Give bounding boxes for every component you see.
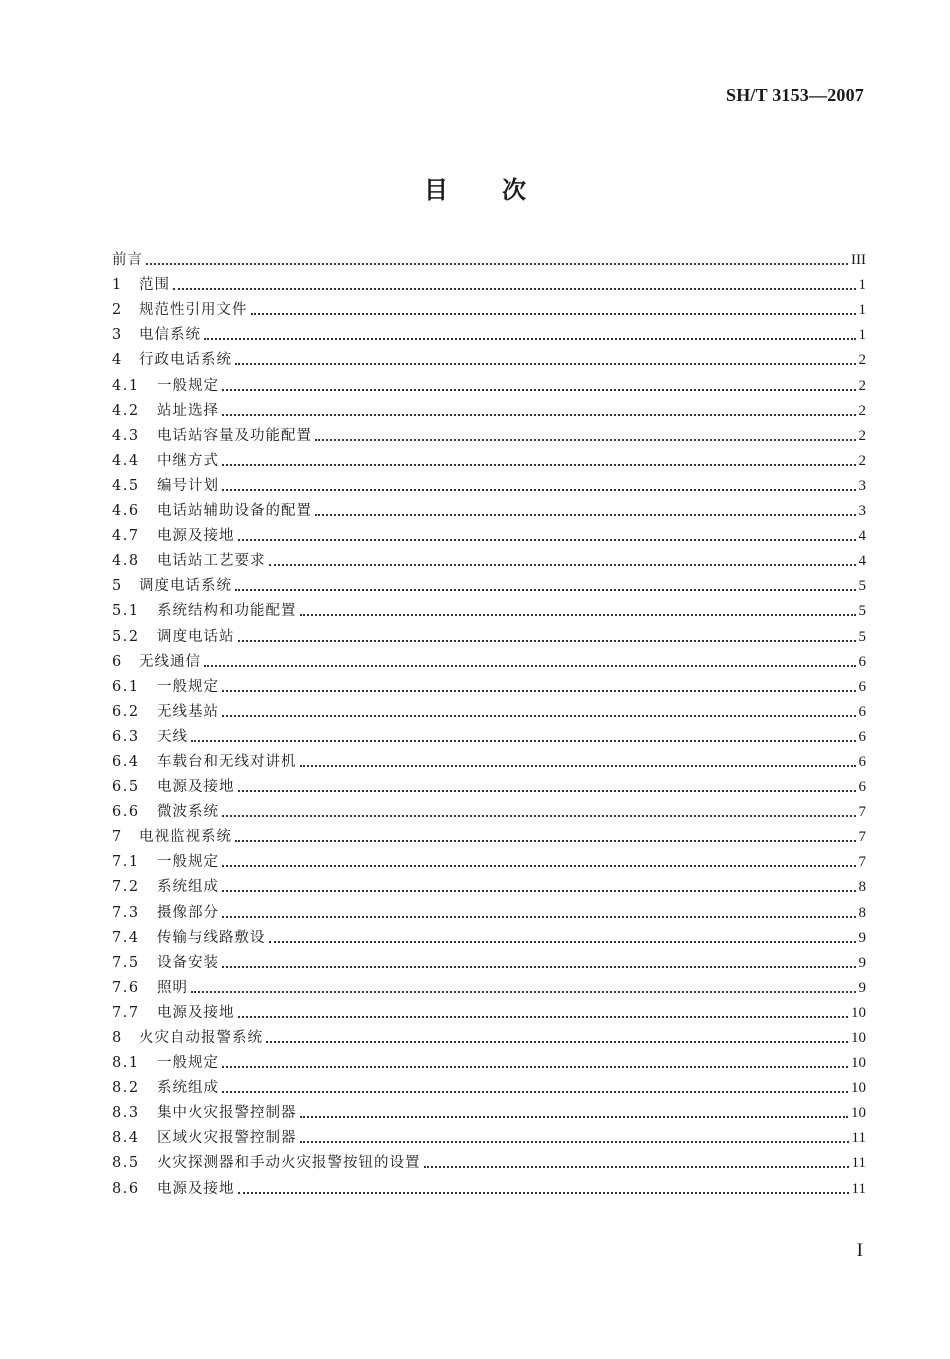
toc-entry-number: 4.1 xyxy=(112,377,140,394)
toc-entry-number: 4.5 xyxy=(112,477,140,494)
toc-entry-title: 集中火灾报警控制器 xyxy=(157,1105,297,1122)
toc-entry-number: 7.7 xyxy=(112,1004,140,1021)
toc-entry-number: 6.4 xyxy=(112,753,140,770)
toc-entry xyxy=(112,872,866,897)
toc-entry-title: 电话站工艺要求 xyxy=(157,553,266,570)
toc-entry-page: 7 xyxy=(858,829,866,846)
toc-entry-title: 前言 xyxy=(112,252,143,269)
toc-entry xyxy=(112,722,866,747)
toc-dot-leader xyxy=(222,916,856,918)
toc-entry xyxy=(112,697,866,722)
toc-entry-title: 调度电话系统 xyxy=(139,578,232,595)
toc-dot-leader xyxy=(222,1091,848,1093)
toc-entry xyxy=(112,1073,866,1098)
toc-entry-number: 4.7 xyxy=(112,528,140,545)
toc-entry xyxy=(112,596,866,621)
toc-dot-leader xyxy=(222,464,856,466)
toc-entry-number: 5.2 xyxy=(112,628,140,645)
toc-dot-leader xyxy=(424,1166,849,1168)
toc-entry-number: 8 xyxy=(112,1030,122,1046)
toc-dot-leader xyxy=(300,1116,849,1118)
toc-entry xyxy=(112,446,866,471)
toc-entry xyxy=(112,897,866,922)
toc-entry-page: 6 xyxy=(858,728,866,745)
toc-entry-number: 4.4 xyxy=(112,452,140,469)
toc-entry xyxy=(112,370,866,395)
toc-entry-title: 规范性引用文件 xyxy=(139,302,248,319)
toc-entry-page: 10 xyxy=(851,1030,866,1046)
toc-entry-page: 10 xyxy=(851,1055,866,1072)
toc-entry-title: 电源及接地 xyxy=(157,779,235,796)
toc-dot-leader xyxy=(222,389,856,391)
toc-entry-title: 无线基站 xyxy=(157,703,219,720)
toc-entry xyxy=(112,647,866,672)
toc-entry-number: 7.2 xyxy=(112,879,140,896)
toc-entry-title: 火灾自动报警系统 xyxy=(139,1030,263,1046)
toc-entry xyxy=(112,973,866,998)
toc-dot-leader xyxy=(238,539,856,541)
toc-dot-leader xyxy=(222,890,856,892)
toc-entry-number: 8.6 xyxy=(112,1180,140,1197)
toc-entry-page: 7 xyxy=(858,854,866,871)
table-of-contents xyxy=(112,245,866,1199)
page-number: I xyxy=(856,1240,863,1261)
toc-entry-page: 2 xyxy=(858,352,866,369)
toc-entry xyxy=(112,1048,866,1073)
toc-dot-leader xyxy=(222,715,856,717)
toc-entry-number: 4.8 xyxy=(112,553,140,570)
toc-dot-leader xyxy=(238,640,856,642)
toc-entry-number: 4.3 xyxy=(112,427,140,444)
toc-entry xyxy=(112,948,866,973)
toc-entry-number: 4.2 xyxy=(112,402,140,419)
toc-entry-title: 一般规定 xyxy=(157,854,219,871)
toc-dot-leader xyxy=(300,1141,849,1143)
toc-dot-leader xyxy=(146,263,848,265)
toc-entry-page: 6 xyxy=(858,653,866,670)
toc-entry xyxy=(112,923,866,948)
toc-entry-page: 2 xyxy=(858,402,866,419)
toc-entry-title: 系统结构和功能配置 xyxy=(157,603,297,620)
toc-dot-leader xyxy=(238,790,856,792)
toc-dot-leader xyxy=(222,815,856,817)
toc-entry xyxy=(112,471,866,496)
toc-dot-leader xyxy=(222,690,856,692)
toc-dot-leader xyxy=(235,840,856,842)
toc-entry-number: 2 xyxy=(112,302,122,319)
toc-entry-page: 3 xyxy=(858,477,866,494)
toc-entry-title: 中继方式 xyxy=(157,452,219,469)
toc-entry-page: 8 xyxy=(858,904,866,921)
toc-entry-number: 7.1 xyxy=(112,854,140,871)
toc-entry-page: 11 xyxy=(851,1130,866,1147)
toc-dot-leader xyxy=(222,489,856,491)
toc-entry-number: 7.4 xyxy=(112,929,140,946)
toc-entry-title: 一般规定 xyxy=(157,1055,219,1072)
toc-entry-title: 微波系统 xyxy=(157,804,219,821)
toc-entry-page: 6 xyxy=(858,779,866,796)
toc-entry-title: 火灾探测器和手动火灾报警按钮的设置 xyxy=(157,1155,421,1172)
toc-entry-number: 1 xyxy=(112,277,122,294)
toc-entry-page: 9 xyxy=(858,929,866,946)
toc-entry-number: 8.5 xyxy=(112,1155,140,1172)
toc-dot-leader xyxy=(191,740,856,742)
toc-entry-title: 站址选择 xyxy=(157,402,219,419)
toc-entry xyxy=(112,546,866,571)
toc-entry-title: 电话站容量及功能配置 xyxy=(157,427,312,444)
toc-entry xyxy=(112,998,866,1023)
toc-entry-number: 3 xyxy=(112,327,122,344)
toc-entry-page: 6 xyxy=(858,678,866,695)
toc-dot-leader xyxy=(204,665,856,667)
toc-entry-page: 9 xyxy=(858,954,866,971)
toc-entry-number: 4.6 xyxy=(112,503,140,520)
toc-entry-number: 7 xyxy=(112,829,122,846)
toc-dot-leader xyxy=(315,439,856,441)
toc-entry-number: 6 xyxy=(112,653,122,670)
toc-entry-title: 摄像部分 xyxy=(157,904,219,921)
toc-entry-page: 3 xyxy=(858,503,866,520)
toc-dot-leader xyxy=(191,991,856,993)
toc-entry-title: 设备安装 xyxy=(157,954,219,971)
toc-entry-title: 电源及接地 xyxy=(157,528,235,545)
toc-entry-title: 区域火灾报警控制器 xyxy=(157,1130,297,1147)
toc-entry-number: 7.3 xyxy=(112,904,140,921)
toc-entry xyxy=(112,421,866,446)
toc-entry-page: 7 xyxy=(858,804,866,821)
toc-entry xyxy=(112,1173,866,1198)
toc-entry-number: 5 xyxy=(112,578,122,595)
toc-entry-title: 调度电话站 xyxy=(157,628,235,645)
toc-entry-number: 7.6 xyxy=(112,979,140,996)
toc-entry-number: 6.1 xyxy=(112,678,140,695)
toc-entry-title: 无线通信 xyxy=(139,653,201,670)
toc-entry-number: 6.2 xyxy=(112,703,140,720)
toc-entry-number: 6.6 xyxy=(112,804,140,821)
toc-entry-title: 系统组成 xyxy=(157,1080,219,1097)
toc-entry-title: 车载台和无线对讲机 xyxy=(157,753,297,770)
toc-dot-leader xyxy=(315,514,856,516)
toc-dot-leader xyxy=(222,414,856,416)
toc-entry-title: 电视监视系统 xyxy=(139,829,232,846)
toc-entry-number: 8.4 xyxy=(112,1130,140,1147)
toc-entry-page: 8 xyxy=(858,879,866,896)
toc-entry xyxy=(112,295,866,320)
toc-entry-title: 系统组成 xyxy=(157,879,219,896)
toc-dot-leader xyxy=(173,288,856,290)
toc-dot-leader xyxy=(235,363,856,365)
toc-entry-title: 范围 xyxy=(139,277,170,294)
toc-entry-number: 8.1 xyxy=(112,1055,140,1072)
toc-entry-number: 7.5 xyxy=(112,954,140,971)
toc-dot-leader xyxy=(238,1016,849,1018)
toc-entry-title: 一般规定 xyxy=(157,678,219,695)
toc-entry-page: 2 xyxy=(858,427,866,444)
toc-dot-leader xyxy=(222,1066,848,1068)
toc-entry-title: 照明 xyxy=(157,979,188,996)
toc-entry xyxy=(112,1148,866,1173)
toc-entry-page: 9 xyxy=(858,979,866,996)
toc-entry xyxy=(112,245,866,270)
toc-entry-page: 11 xyxy=(851,1180,866,1197)
toc-dot-leader xyxy=(269,941,856,943)
toc-entry xyxy=(112,1023,866,1048)
toc-entry-title: 电源及接地 xyxy=(157,1004,235,1021)
toc-dot-leader xyxy=(222,865,856,867)
toc-entry-title: 电话站辅助设备的配置 xyxy=(157,503,312,520)
toc-dot-leader xyxy=(300,614,856,616)
toc-entry-title: 一般规定 xyxy=(157,377,219,394)
toc-entry-page: 1 xyxy=(858,277,866,294)
toc-entry-page: 10 xyxy=(851,1004,866,1021)
toc-entry-page: 6 xyxy=(858,703,866,720)
toc-entry-number: 5.1 xyxy=(112,603,140,620)
toc-entry xyxy=(112,571,866,596)
toc-entry-page: 10 xyxy=(851,1080,866,1097)
toc-dot-leader xyxy=(238,1192,849,1194)
toc-entry xyxy=(112,747,866,772)
toc-entry xyxy=(112,320,866,345)
toc-entry-page: 2 xyxy=(858,452,866,469)
toc-entry xyxy=(112,621,866,646)
toc-entry xyxy=(112,345,866,370)
toc-entry-page: 4 xyxy=(858,528,866,545)
toc-dot-leader xyxy=(266,1041,848,1043)
toc-entry xyxy=(112,1098,866,1123)
toc-entry xyxy=(112,672,866,697)
toc-entry-title: 电信系统 xyxy=(139,327,201,344)
toc-entry-number: 6.5 xyxy=(112,779,140,796)
toc-entry xyxy=(112,270,866,295)
toc-entry-page: III xyxy=(851,252,866,269)
toc-entry-number: 6.3 xyxy=(112,728,140,745)
toc-entry xyxy=(112,496,866,521)
toc-entry xyxy=(112,847,866,872)
toc-entry xyxy=(112,521,866,546)
toc-entry-page: 1 xyxy=(858,302,866,319)
toc-entry-title: 行政电话系统 xyxy=(139,352,232,369)
toc-entry xyxy=(112,797,866,822)
toc-dot-leader xyxy=(251,313,856,315)
toc-entry-title: 电源及接地 xyxy=(157,1180,235,1197)
toc-entry xyxy=(112,772,866,797)
toc-entry-title: 编号计划 xyxy=(157,477,219,494)
toc-dot-leader xyxy=(300,765,856,767)
toc-entry xyxy=(112,396,866,421)
toc-entry-page: 5 xyxy=(858,578,866,595)
toc-entry-page: 5 xyxy=(858,603,866,620)
toc-entry-page: 10 xyxy=(851,1105,866,1122)
toc-dot-leader xyxy=(269,564,856,566)
toc-entry xyxy=(112,1123,866,1148)
toc-dot-leader xyxy=(222,966,856,968)
toc-entry-title: 天线 xyxy=(157,728,188,745)
toc-entry-page: 6 xyxy=(858,753,866,770)
toc-dot-leader xyxy=(235,589,856,591)
toc-entry-number: 8.3 xyxy=(112,1105,140,1122)
toc-entry-page: 4 xyxy=(858,553,866,570)
page-title: 目次 xyxy=(424,176,580,204)
toc-entry-number: 8.2 xyxy=(112,1080,140,1097)
toc-entry-number: 4 xyxy=(112,352,122,369)
toc-entry-page: 5 xyxy=(858,628,866,645)
toc-entry-page: 11 xyxy=(851,1155,866,1172)
toc-entry-title: 传输与线路敷设 xyxy=(157,929,266,946)
toc-dot-leader xyxy=(204,338,856,340)
standard-code: SH/T 3153—2007 xyxy=(726,85,864,105)
toc-entry xyxy=(112,822,866,847)
toc-entry-page: 2 xyxy=(858,377,866,394)
toc-entry-page: 1 xyxy=(858,327,866,344)
